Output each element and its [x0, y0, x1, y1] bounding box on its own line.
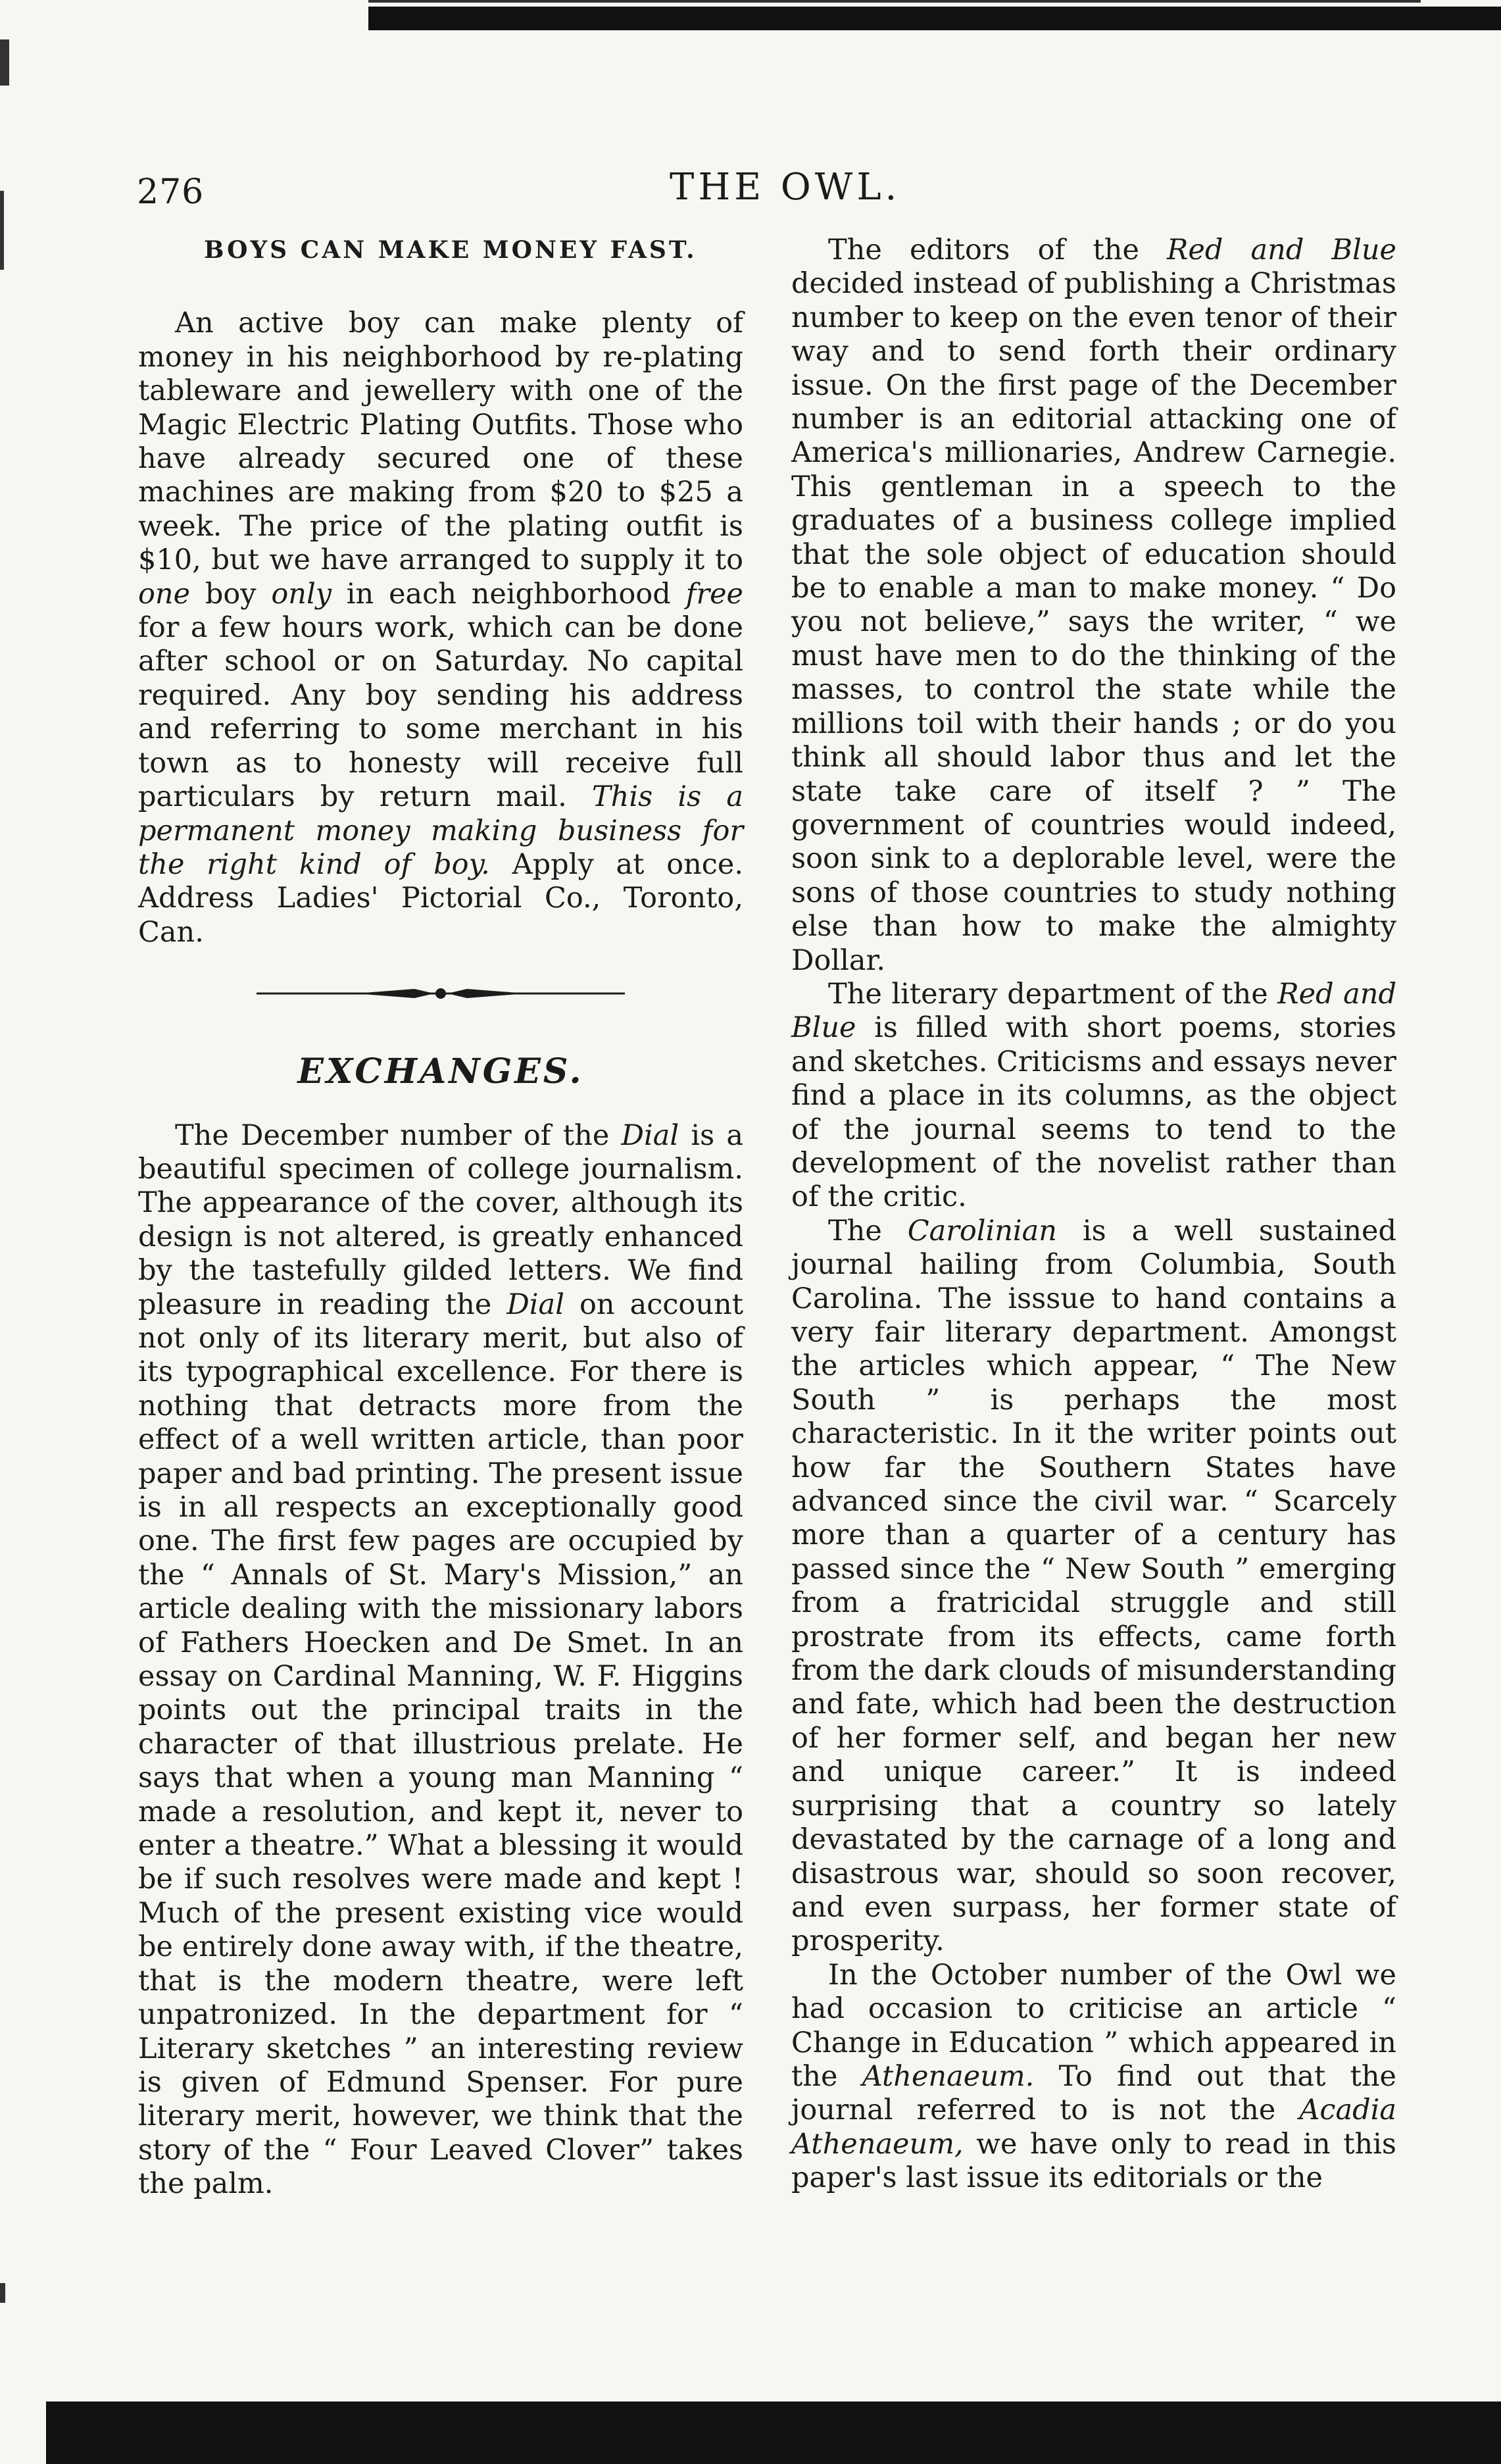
- carolinian-paragraph: The Carolinian is a well sustained journal hailing from Columbia, South Carolina. The isssue to hand contains a very fair literary department. Amongst the articles which appear, “ The New South ” is perhaps the most characteristic. In it the writer points out how far the Southern States have advanced since the civil war. “ Scarcely more than a quarter of a century has passed since the “ New South ” emerging from a fratricidal struggle and still prostrate from its effects, came forth from the dark clouds of misunderstanding and fate, which had been the destruction of her former self, and began her new and unique career.” It is indeed surprising that a country so lately devastated by the carnage of a long and disastrous war, should so soon recover, and even surpass, her former state of prosperity.: [791, 1214, 1396, 1958]
- italic-title: Dial: [621, 1119, 679, 1152]
- divider-ornament-icon: [257, 984, 625, 1003]
- top-border-thin: [368, 0, 1421, 3]
- page-number: 276: [137, 172, 205, 212]
- right-column: [791, 234, 1396, 2196]
- running-head: THE OWL.: [670, 166, 901, 209]
- italic-title: Athenaeum.: [862, 2059, 1035, 2093]
- ad-paragraph: An active boy can make plenty of money in his neighborhood by re-plating tableware and jewellery with one of the Magic Electric Plating Outfits. Those who have already secured one of these machines are making from $20 to $25 a week. The price of the plating outfit is $10, but we have arranged to supply it to one boy only in each neighborhood free for a few hours work, which can be done after school or on Saturday. No capital required. Any boy sending his address and referring to some merchant in his town as to honesty will receive full particulars by return mail. This is a permanent money making business for the right kind of boy. Apply at once. Address Ladies' Pictorial Co., Toronto, Can.: [138, 307, 743, 949]
- italic-title: Red and Blue: [1167, 234, 1396, 266]
- top-border-rule: [368, 7, 1501, 30]
- bottom-border-rule: [46, 2401, 1501, 2464]
- italic-title: free: [685, 577, 743, 611]
- italic-title: This is a permanent money making business for the right kind of boy.: [138, 780, 743, 881]
- left-edge-mark: [0, 2283, 5, 2303]
- ad-heading: BOYS CAN MAKE MONEY FAST.: [204, 236, 697, 264]
- italic-title: Dial: [506, 1288, 564, 1321]
- italic-title: Acadia Athenaeum,: [791, 2094, 1396, 2161]
- left-column: [138, 234, 743, 2201]
- athenaeum-paragraph: In the October number of the Owl we had occasion to criticise an article “ Change in Education ” which appeared in the Athenaeum. To find out that the journal referred to is not the Acadia Athenaeum, we have only to read in this paper's last issue its editorials or the: [791, 1958, 1396, 2195]
- section-divider-ornament: [138, 984, 743, 1003]
- italic-title: Red and Blue: [791, 977, 1397, 1045]
- italic-title: one: [138, 577, 191, 611]
- left-edge-mark: [0, 191, 4, 270]
- red-and-blue-paragraph: The editors of the Red and Blue decided instead of publishing a Christmas number to keep on the even tenor of their way and to send forth their ordinary issue. On the first page of the December number is an editorial attacking one of America's millionaries, Andrew Carnegie. This gentleman in a speech to the graduates of a business college implied that the sole object of education should be to enable a man to make money. “ Do you not believe,” says the writer, “ we must have men to do the thinking of the masses, to control the state while the millions toil with their hands ; or do you think all should labor thus and let the state take care of itself ? ” The government of countries would indeed, soon sink to a deplorable level, were the sons of those countries to study nothing else than how to make the almighty Dollar.: [791, 234, 1396, 977]
- exchanges-heading: EXCHANGES.: [297, 1051, 584, 1092]
- italic-title: only: [271, 577, 332, 611]
- red-and-blue-literary-paragraph: The literary department of the Red and Blue is filled with short poems, stories and sketches. Criticisms and essays never find a place in its columns, as the object of the journal seems to tend to the development of the novelist rather than of the critic.: [791, 977, 1397, 1214]
- italic-title: Carolinian: [907, 1214, 1057, 1247]
- exchanges-dial-paragraph: The December number of the Dial is a beautiful specimen of college journalism. The appearance of the cover, although its design is not altered, is greatly enhanced by the tastefully gilded letters. We find pleasure in reading the Dial on account not only of its literary merit, but also of its typographical excellence. For there is nothing that detracts more from the effect of a well written article, than poor paper and bad printing. The present issue is in all respects an exceptionally good one. The first few pages are occupied by the “ Annals of St. Mary's Mission,” an article dealing with the missionary labors of Fathers Hoecken and De Smet. In an essay on Cardinal Manning, W. F. Higgins points out the principal traits in the character of that illustrious prelate. He says that when a young man Manning “ made a resolution, and kept it, never to enter a theatre.” What a blessing it would be if such resolves were made and kept ! Much of the present existing vice would be entirely done away with, if the theatre, that is the modern theatre, were left unpatronized. In the department for “ Literary sketches ” an interesting review is given of Edmund Spenser. For pure literary merit, however, we think that the story of the “ Four Leaved Clover” takes the palm.: [138, 1119, 744, 2201]
- left-edge-mark: [0, 39, 9, 86]
